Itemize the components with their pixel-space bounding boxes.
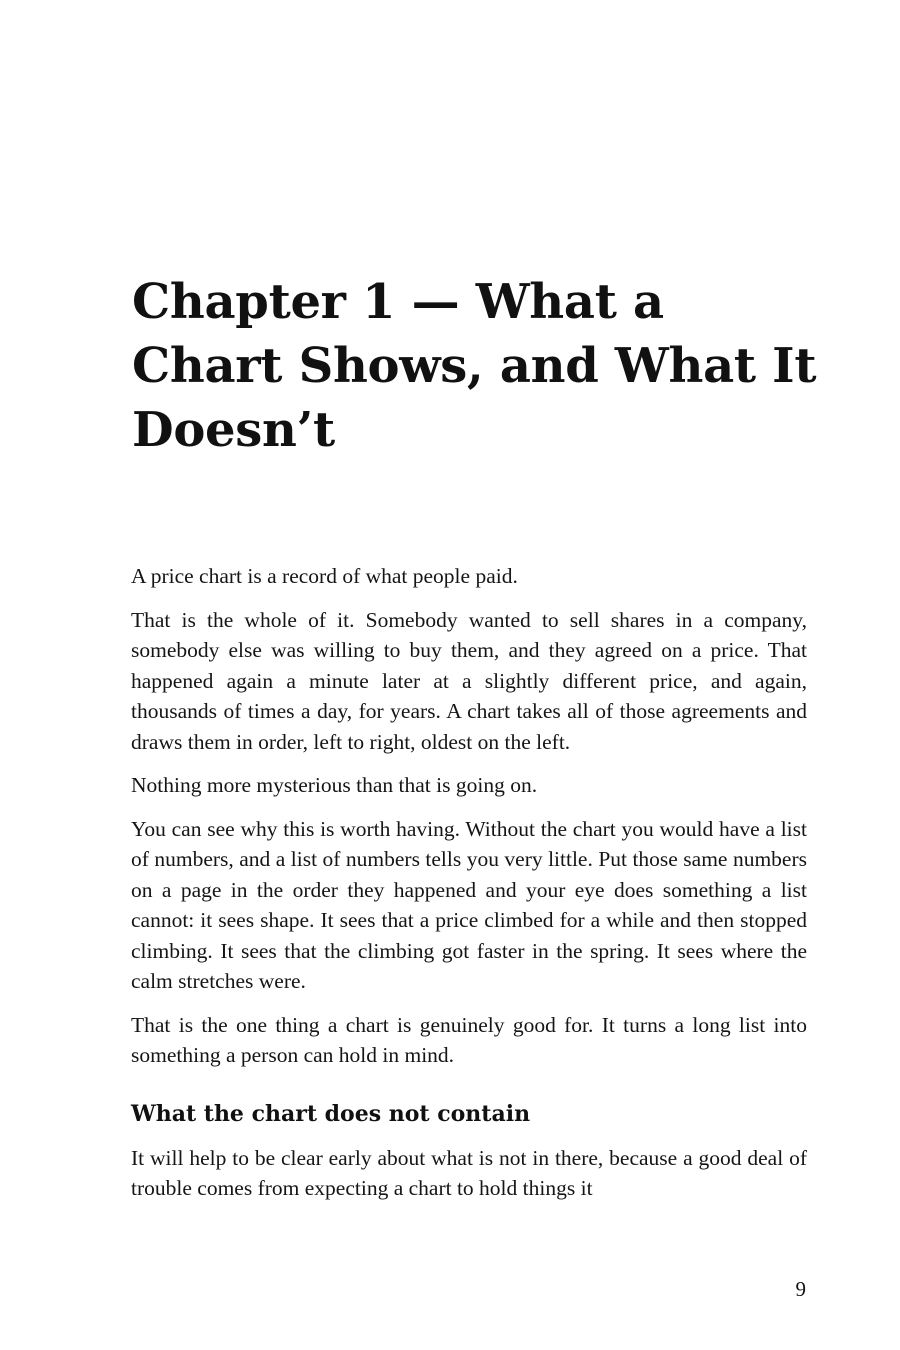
paragraph: It will help to be clear early about what is not in there, because a good deal of trouble comes from expecting a chart to hold things it bbox=[131, 1145, 807, 1200]
paragraph: You can see why this is worth having. Without the chart you would have a list of numbers, and a list of numbers tells you very little. Put those same numbers on a page in the order they happened and your eye does something a list cannot: it sees shape. It sees that a price climbed for a while and then stopped climbing. It sees that the climbing got faster in the spring. It sees where the calm stretches were. bbox=[131, 816, 807, 993]
paragraph: That is the whole of it. Somebody wanted to sell shares in a company, somebody else was willing to buy them, and they agreed on a price. That happened again a minute later at a slightly different price, and again, thousands of times a day, for years. A chart takes all of those agreements and draws them in order, left to right, oldest on the left. bbox=[131, 607, 807, 754]
section-heading: What the chart does not contain bbox=[131, 1100, 531, 1127]
chapter-title: Chapter 1 — What a Chart Shows, and What It Doesn’t bbox=[132, 274, 817, 458]
chapter-body bbox=[131, 561, 807, 1217]
paragraph: Nothing more mysterious than that is going on. bbox=[131, 773, 538, 797]
paragraph: A price chart is a record of what people paid. bbox=[131, 564, 518, 588]
page-number: 9 bbox=[795, 1277, 806, 1301]
paragraph: That is the one thing a chart is genuinely good for. It turns a long list into something a person can hold in mind. bbox=[131, 1012, 807, 1067]
